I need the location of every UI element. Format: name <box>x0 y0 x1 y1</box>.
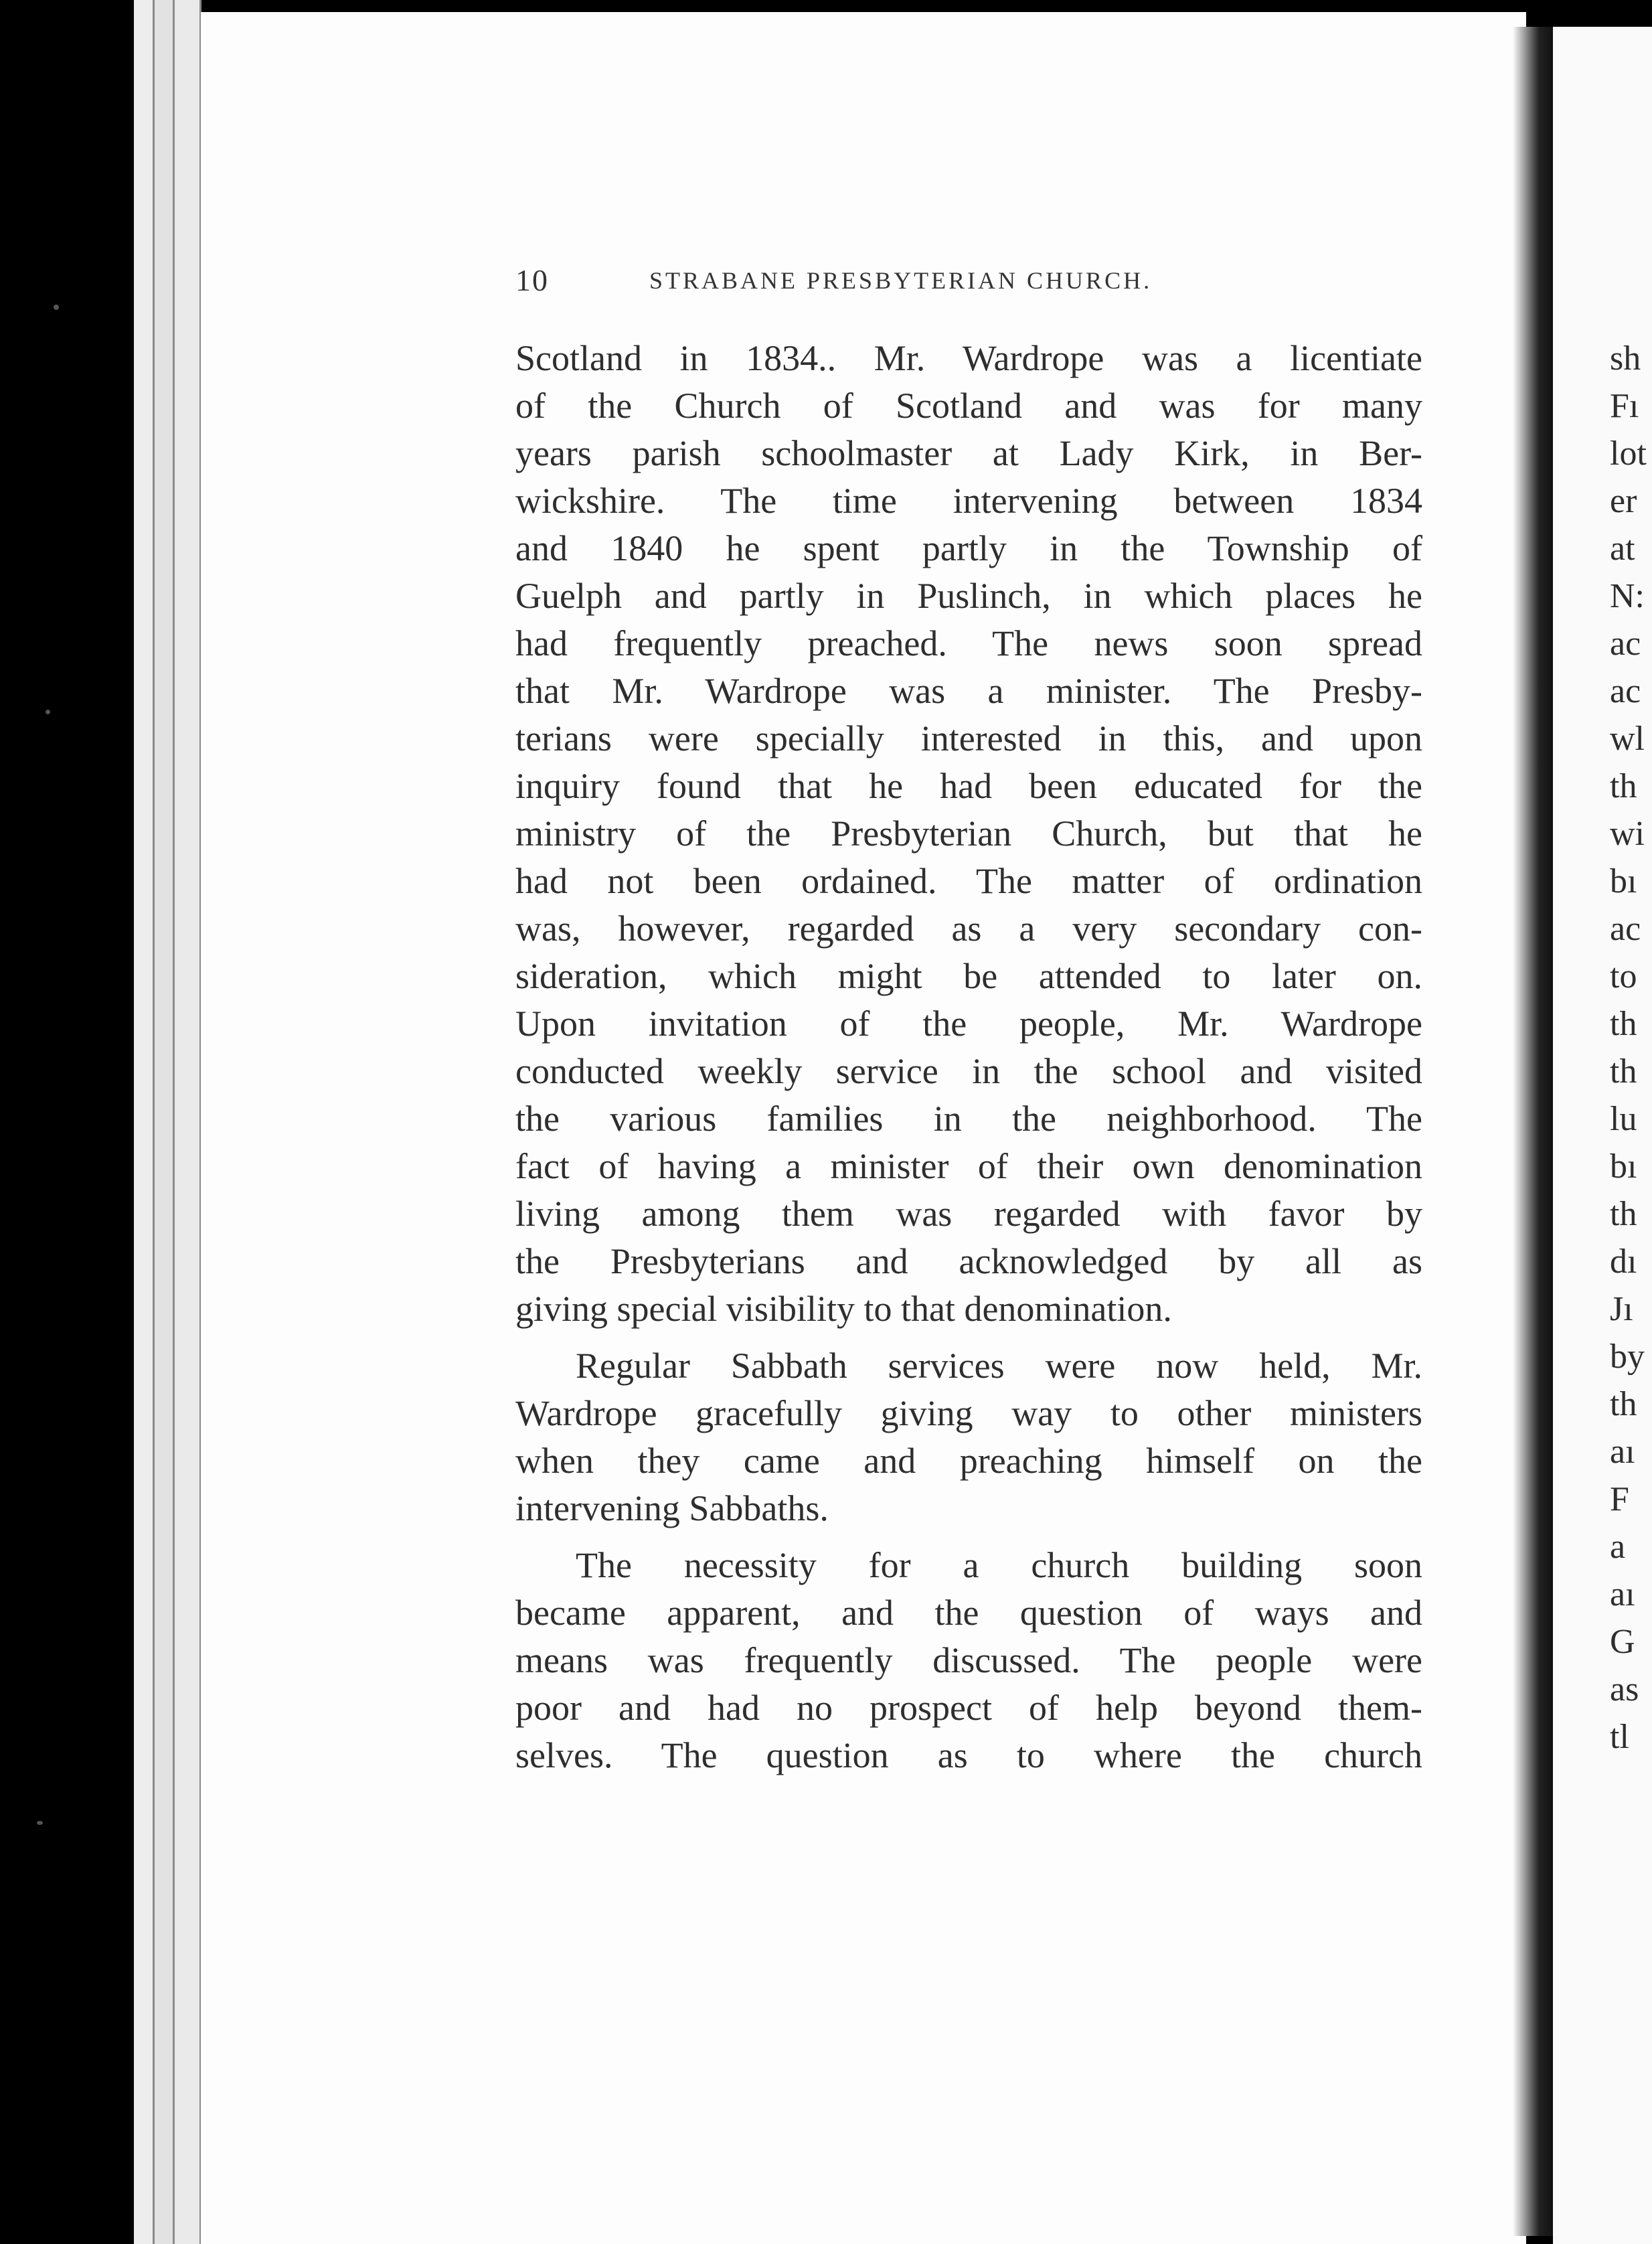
facing-page-fragment: lot <box>1610 434 1647 473</box>
page-edge-line <box>153 0 155 2244</box>
facing-page-fragment: th <box>1610 1195 1637 1233</box>
scan-speck <box>54 305 59 310</box>
paragraph-gap <box>515 1532 1422 1542</box>
text-line: Regular Sabbath services were now held, Mr. <box>576 1346 1422 1386</box>
text-line: The necessity for a church building soon <box>576 1545 1422 1585</box>
text-line: that Mr. Wardrope was a minister. The Presby- <box>515 671 1422 711</box>
text-line: selves. The question as to where the church <box>515 1735 1422 1775</box>
facing-page-fragment: bı <box>1610 862 1637 900</box>
text-line: fact of having a minister of their own denomination <box>515 1146 1422 1186</box>
text-line: conducted weekly service in the school and visited <box>515 1051 1422 1091</box>
facing-page-fragment: Jı <box>1610 1290 1633 1328</box>
text-line: terians were specially interested in this, and upon <box>515 718 1422 758</box>
text-line: had frequently preached. The news soon spread <box>515 623 1422 663</box>
facing-page-fragment: ac <box>1610 910 1641 948</box>
text-line: giving special visibility to that denomination. <box>515 1289 1172 1329</box>
page-edge-line <box>173 0 175 2244</box>
text-line: years parish schoolmaster at Lady Kirk, in Ber- <box>515 433 1422 473</box>
facing-page-fragment: lu <box>1610 1100 1637 1138</box>
page-header <box>515 262 1422 309</box>
text-line: sideration, which might be attended to later on. <box>515 956 1422 996</box>
facing-page-fragment: sh <box>1610 339 1641 378</box>
facing-page-fragment: at <box>1610 530 1635 568</box>
facing-page-fragment: th <box>1610 1385 1637 1423</box>
scan-speck <box>37 1821 43 1825</box>
text-line: was, however, regarded as a very secondary con- <box>515 908 1422 949</box>
facing-page-fragment: th <box>1610 767 1637 805</box>
body-text <box>515 335 1422 1779</box>
facing-page-fragment: aı <box>1610 1433 1635 1471</box>
text-line: of the Church of Scotland and was for many <box>515 386 1422 426</box>
facing-page-fragment: to <box>1610 957 1637 995</box>
text-line: ministry of the Presbyterian Church, but that he <box>515 813 1422 854</box>
text-line: inquiry found that he had been educated for the <box>515 766 1422 806</box>
paragraph-gap <box>515 1333 1422 1342</box>
page-number: 10 <box>515 263 549 297</box>
text-line: the various families in the neighborhood. The <box>515 1099 1422 1139</box>
facing-page-fragment: er <box>1610 482 1637 520</box>
text-line: the Presbyterians and acknowledged by all as <box>515 1241 1422 1281</box>
facing-page-fragment: th <box>1610 1052 1637 1091</box>
text-line: intervening Sabbaths. <box>515 1488 829 1528</box>
text-line: Upon invitation of the people, Mr. Wardrope <box>515 1004 1422 1044</box>
facing-page-fragment: wl <box>1610 720 1645 758</box>
facing-page-fragment: th <box>1610 1005 1637 1043</box>
text-line: Wardrope gracefully giving way to other ministers <box>515 1393 1422 1433</box>
facing-page-fragment: Fı <box>1610 387 1639 425</box>
facing-page-fragment: as <box>1610 1670 1639 1708</box>
facing-page-fragment: tl <box>1610 1718 1629 1756</box>
facing-page-fragment: aı <box>1610 1575 1635 1613</box>
facing-page-fragment: dı <box>1610 1243 1637 1281</box>
text-line: when they came and preaching himself on the <box>515 1441 1422 1481</box>
text-line: wickshire. The time intervening between 1834 <box>515 481 1422 521</box>
facing-page-fragment: ac <box>1610 625 1641 663</box>
facing-page-fragment: by <box>1610 1338 1645 1376</box>
facing-page-fragment: bı <box>1610 1147 1637 1186</box>
page-edge <box>174 0 201 2244</box>
facing-page-fragment: wi <box>1610 815 1645 853</box>
text-line: and 1840 he spent partly in the Township of <box>515 528 1422 568</box>
text-line: means was frequently discussed. The people were <box>515 1640 1422 1680</box>
facing-page-fragment: G <box>1610 1623 1635 1661</box>
scan-speck <box>46 710 50 714</box>
text-line: Scotland in 1834.. Mr. Wardrope was a licentiate <box>515 338 1422 378</box>
running-head: STRABANE PRESBYTERIAN CHURCH. <box>649 267 1153 294</box>
facing-page-fragment: a <box>1610 1528 1626 1566</box>
facing-page-fragment: N: <box>1610 577 1645 615</box>
text-line: had not been ordained. The matter of ordination <box>515 861 1422 901</box>
text-line: Guelph and partly in Puslinch, in which places he <box>515 576 1422 616</box>
facing-page-fragment: ac <box>1610 672 1641 710</box>
facing-page-text <box>1610 335 1647 1761</box>
text-line: poor and had no prospect of help beyond them- <box>515 1688 1422 1728</box>
book-gutter <box>1513 27 1553 2236</box>
text-line: became apparent, and the question of ways and <box>515 1593 1422 1633</box>
text-line: living among them was regarded with favor by <box>515 1194 1422 1234</box>
facing-page-fragment: F <box>1610 1480 1629 1518</box>
